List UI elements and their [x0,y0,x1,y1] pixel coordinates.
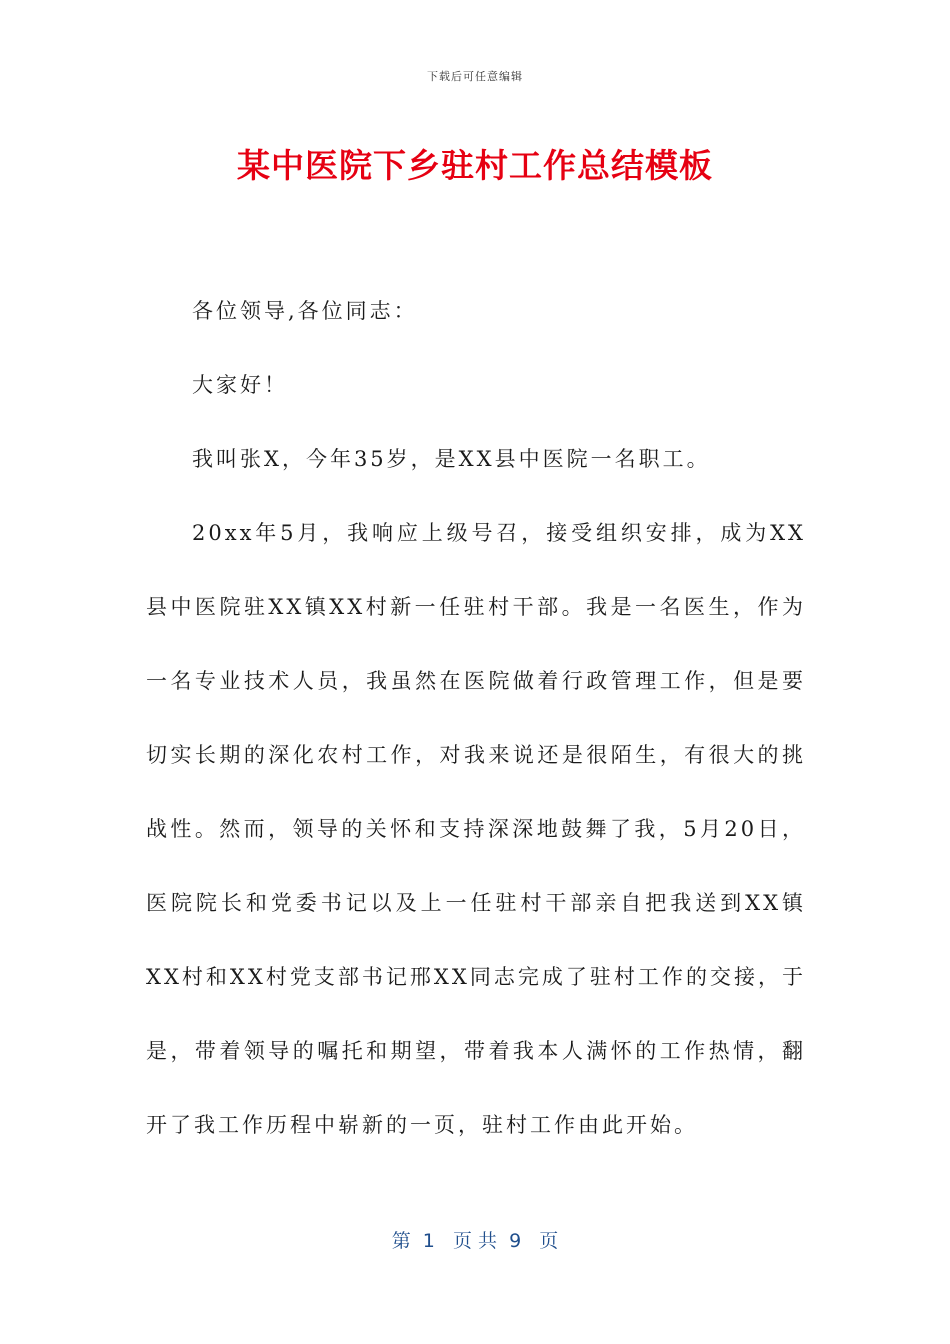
greeting-paragraph: 大家好！ [192,373,288,397]
header-note: 下载后可任意编辑 [427,70,523,83]
document-title: 某中医院下乡驻村工作总结模板 [237,146,713,185]
intro-paragraph: 我叫张X，今年35岁，是XX县中医院一名职工。 [192,447,711,471]
page-number-footer: 第 1 页 共 9 页 [391,1230,559,1252]
body-paragraph: 20xx年5月，我响应上级号召，接受组织安排，成为XX县中医院驻XX镇XX村新一任驻村干部。我是一名医生，作为一名专业技术人员，我虽然在医院做着行政管理工作，但是要切实长期的深化农村工作，对我来说还是很陌生，有很大的挑战性。然而，领导的关怀和支持深深地鼓舞了我，5月20日，医院院长和党委书记以及上一任驻村干部亲自把我送到XX镇XX村和XX村党支部书记邢XX同志完成了驻村工作的交接，于是，带着领导的嘱托和期望，带着我本人满怀的工作热情，翻开了我工作历程中崭新的一页，驻村工作由此开始。 [146,521,806,1137]
salutation-paragraph: 各位领导,各位同志： [192,299,418,323]
document-body [146,274,806,1162]
